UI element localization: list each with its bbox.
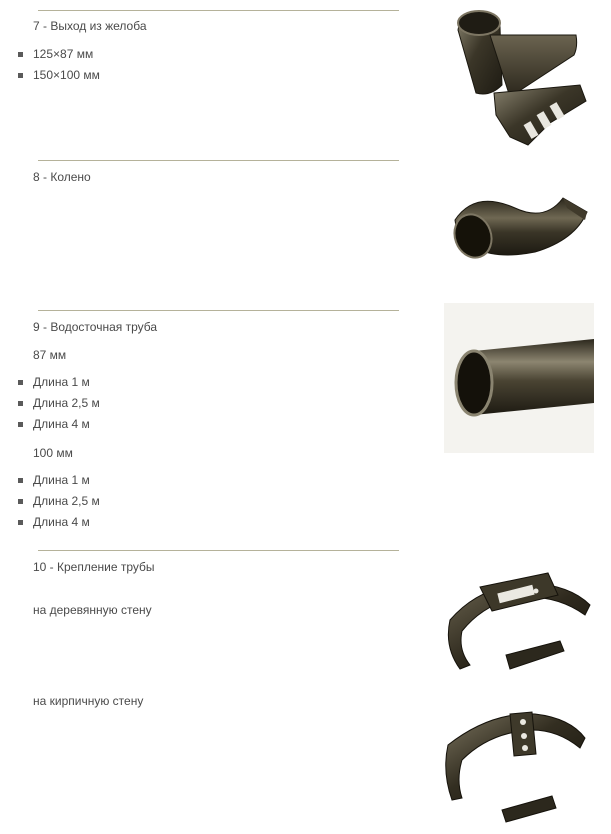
- list-item: Длина 2,5 м: [0, 491, 100, 512]
- list-item: 125×87 мм: [0, 44, 100, 65]
- elbow-image: [445, 180, 595, 270]
- bracket-wood-image: [440, 565, 595, 680]
- section-divider: [38, 10, 399, 11]
- bracket-brick-image: [440, 700, 595, 828]
- list-item: 150×100 мм: [0, 65, 100, 86]
- downpipe-size-label-100: 100 мм: [33, 446, 73, 460]
- list-item: Длина 2,5 м: [0, 393, 100, 414]
- list-item: Длина 1 м: [0, 372, 100, 393]
- list-item: Длина 4 м: [0, 512, 100, 533]
- bracket-wood-label: на деревянную стену: [33, 603, 152, 617]
- gutter-outlet-image: [450, 5, 595, 150]
- bullet-icon: [18, 52, 23, 57]
- list-item: Длина 4 м: [0, 414, 100, 435]
- gutter-outlet-size-list: [0, 44, 100, 86]
- bullet-icon: [18, 380, 23, 385]
- bullet-icon: [18, 401, 23, 406]
- downpipe-100-length-list: [0, 470, 100, 533]
- section-divider: [38, 160, 399, 161]
- section-heading-pipe-bracket: 10 - Крепление трубы: [33, 560, 155, 574]
- bullet-icon: [18, 478, 23, 483]
- bullet-icon: [18, 422, 23, 427]
- section-heading-downpipe: 9 - Водосточная труба: [33, 320, 158, 334]
- bullet-icon: [18, 499, 23, 504]
- downpipe-image: [444, 303, 594, 453]
- section-heading-elbow: 8 - Колено: [33, 170, 91, 184]
- downpipe-size-label-87: 87 мм: [33, 348, 67, 362]
- downpipe-87-length-list: [0, 372, 100, 435]
- section-heading-gutter-outlet: 7 - Выход из желоба: [33, 19, 147, 33]
- list-item: Длина 1 м: [0, 470, 100, 491]
- section-divider: [38, 550, 399, 551]
- section-divider: [38, 310, 399, 311]
- bracket-brick-label: на кирпичную стену: [33, 694, 144, 708]
- bullet-icon: [18, 520, 23, 525]
- bullet-icon: [18, 73, 23, 78]
